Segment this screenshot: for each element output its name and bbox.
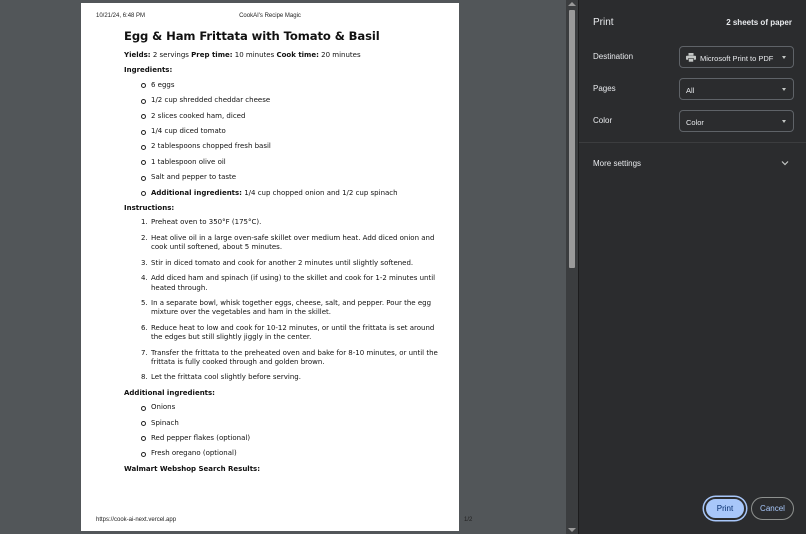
ingredient-item: 2 slices cooked ham, diced [141,112,444,121]
sheet-count: 2 sheets of paper [726,18,792,27]
instruction-step [141,349,441,368]
preview-page [81,3,473,531]
additional-ingredients-list [141,403,444,459]
additional-item: Spinach [141,419,444,428]
step-number: 5. [141,298,148,307]
step-text: Stir in diced tomato and cook for another 2 minutes until slightly softened. [151,258,414,267]
step-text: Add diced ham and spinach (if using) to the skillet and cook for 1-2 minutes until heated through. [151,274,436,292]
color-select[interactable] [679,110,794,132]
instruction-step [141,299,441,318]
step-number: 6. [141,323,148,332]
step-text: Reduce heat to low and cook for 10-12 minutes, or until the frittata is set around the edges but still slightly jiggly in the center. [151,323,435,342]
preview-scrollbar[interactable] [566,0,578,534]
instructions-heading: Instructions: [124,204,175,213]
settings-divider [579,142,806,143]
recipe-meta [124,51,444,60]
recipe-content [124,29,444,479]
ingredient-item: 1/2 cup shredded cheddar cheese [141,96,444,105]
step-number: 1. [141,218,148,227]
step-text: Transfer the frittata to the preheated oven and bake for 8-10 minutes, or until the frittata is fully cooked through and golden brown. [151,348,438,366]
instruction-step [141,234,441,253]
additional-ingredients-heading: Additional ingredients: [124,388,215,397]
prep-label: Prep time: [191,51,233,59]
scroll-thumb[interactable] [569,10,575,268]
print-button[interactable]: Print [704,497,746,520]
scroll-up-arrow[interactable] [568,2,576,6]
instructions-list [141,218,444,382]
chevron-down-icon [782,56,786,59]
page-footer-url: https://cook-ai-next.vercel.app [96,517,177,523]
cook-label: Cook time: [276,51,319,59]
additional-item: Onions [141,403,444,412]
instruction-step [141,218,441,227]
yields-value: 2 servings [150,51,192,59]
page-footer-number: 1/2 [464,517,473,523]
ingredient-item: Salt and pepper to taste [141,173,444,182]
pages-select[interactable] [679,78,794,100]
additional-item: Fresh oregano (optional) [141,449,444,458]
page-header-datetime: 10/21/24, 6:48 PM [96,13,146,19]
destination-label: Destination [593,52,634,61]
step-number: 3. [141,258,148,267]
step-text: In a separate bowl, whisk together eggs, cheese, salt, and pepper. Pour the egg mixture over the vegetables and ham in the skillet. [151,298,432,317]
instruction-step [141,259,441,268]
instruction-step [141,373,441,382]
pages-value: All [686,86,695,95]
step-text: Heat olive oil in a large oven-safe skillet over medium heat. Add diced onion and cook until softened, about 5 minutes. [151,233,435,252]
ingredients-heading: Ingredients: [124,66,173,75]
walmart-heading: Walmart Webshop Search Results: [124,464,261,473]
additional-label: Additional ingredients: [151,188,242,197]
more-settings-toggle[interactable]: More settings [593,159,642,168]
chevron-down-icon [782,120,786,123]
scroll-down-arrow[interactable] [568,528,576,532]
step-text: Let the frittata cool slightly before serving. [151,373,301,382]
color-label: Color [593,116,613,125]
ingredient-item: 1 tablespoon olive oil [141,158,444,167]
ingredient-item: 6 eggs [141,81,444,90]
ingredient-item: 1/4 cup diced tomato [141,127,444,136]
print-title: Print [593,17,614,28]
ingredient-item: 2 tablespoons chopped fresh basil [141,142,444,151]
instruction-step [141,274,441,293]
print-settings-panel [578,0,806,534]
ingredients-list [141,81,444,198]
step-number: 7. [141,348,148,357]
color-value: Color [686,118,704,127]
prep-value: 10 minutes [232,51,277,59]
chevron-down-icon[interactable] [780,159,790,167]
additional-item: Red pepper flakes (optional) [141,434,444,443]
page-header-site: CookAI's Recipe Magic [239,13,301,19]
step-number: 8. [141,373,148,382]
printer-icon [686,53,696,62]
destination-select[interactable] [679,46,794,68]
recipe-title: Egg & Ham Frittata with Tomato & Basil [124,29,380,43]
chevron-down-icon [782,88,786,91]
ingredient-item-additional [141,189,444,198]
step-number: 4. [141,274,148,283]
pages-label: Pages [593,84,616,93]
yields-label: Yields: [124,51,151,59]
step-number: 2. [141,233,148,242]
cook-value: 20 minutes [318,51,361,59]
step-text: Preheat oven to 350°F (175°C). [151,218,262,227]
additional-value: 1/4 cup chopped onion and 1/2 cup spinach [241,188,398,197]
destination-value: Microsoft Print to PDF [700,54,774,63]
instruction-step [141,324,441,343]
cancel-button[interactable]: Cancel [751,497,794,520]
